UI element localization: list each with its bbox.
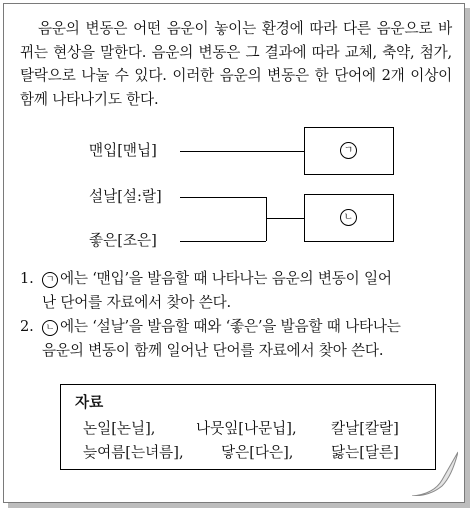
marker-circle: ㄱ [42, 272, 58, 288]
source-word: 칼날[칼랄] [331, 420, 399, 437]
question-text: 음운의 변동이 함께 일어난 단어를 자료에서 찾아 쓴다. [42, 341, 384, 359]
source-box [60, 384, 436, 470]
connector-line [266, 218, 304, 219]
source-word: 나뭇잎[나문닙], [196, 420, 297, 437]
intro-paragraph: 음운의 변동은 어떤 음운이 놓이는 환경에 따라 다른 음운으로 바뀌는 현상을 말한다. 음운의 변동은 그 결과에 따라 교체, 축약, 첨가, 탈락으로 나눌 수 있다. 이러한 음운의 변동은 한 단어에 2개 이상이 함께 나타나기도 한다. [20, 20, 452, 108]
source-word: 닿은[다은], [221, 444, 294, 461]
connector-line [180, 151, 304, 152]
word-maenip: 맨입[맨닙] [89, 142, 157, 159]
connector-line [180, 197, 266, 198]
page-curl-icon [412, 450, 458, 496]
connector-line [180, 241, 266, 242]
source-word: 논일[논닐], [83, 420, 156, 437]
question-number: 1. [20, 270, 34, 287]
marker-circle-2: ㄴ [340, 209, 357, 226]
marker-circle-1: ㄱ [340, 142, 357, 159]
answer-box-1 [304, 127, 394, 175]
connector-line [266, 197, 267, 241]
question-text: 에는 ‘맨입’을 발음할 때 나타나는 음운의 변동이 일어 [60, 270, 392, 287]
question-2 [20, 315, 456, 362]
word-seollal: 설날[설:랄] [89, 188, 162, 205]
question-text: 난 단어를 자료에서 찾아 쓴다. [42, 293, 231, 311]
question-number: 2. [20, 318, 34, 335]
source-title: 자료 [75, 394, 104, 411]
question-1 [20, 267, 456, 314]
marker-circle: ㄴ [42, 320, 58, 336]
word-joeun: 좋은[조은] [89, 232, 157, 249]
source-word: 늦여름[는녀름], [83, 444, 184, 461]
worksheet-page [3, 3, 465, 503]
answer-box-2 [304, 194, 394, 242]
source-word: 닳는[달른] [331, 444, 399, 461]
question-text: 에는 ‘설날’을 발음할 때와 ‘좋은’을 발음할 때 나타나는 [60, 318, 401, 335]
